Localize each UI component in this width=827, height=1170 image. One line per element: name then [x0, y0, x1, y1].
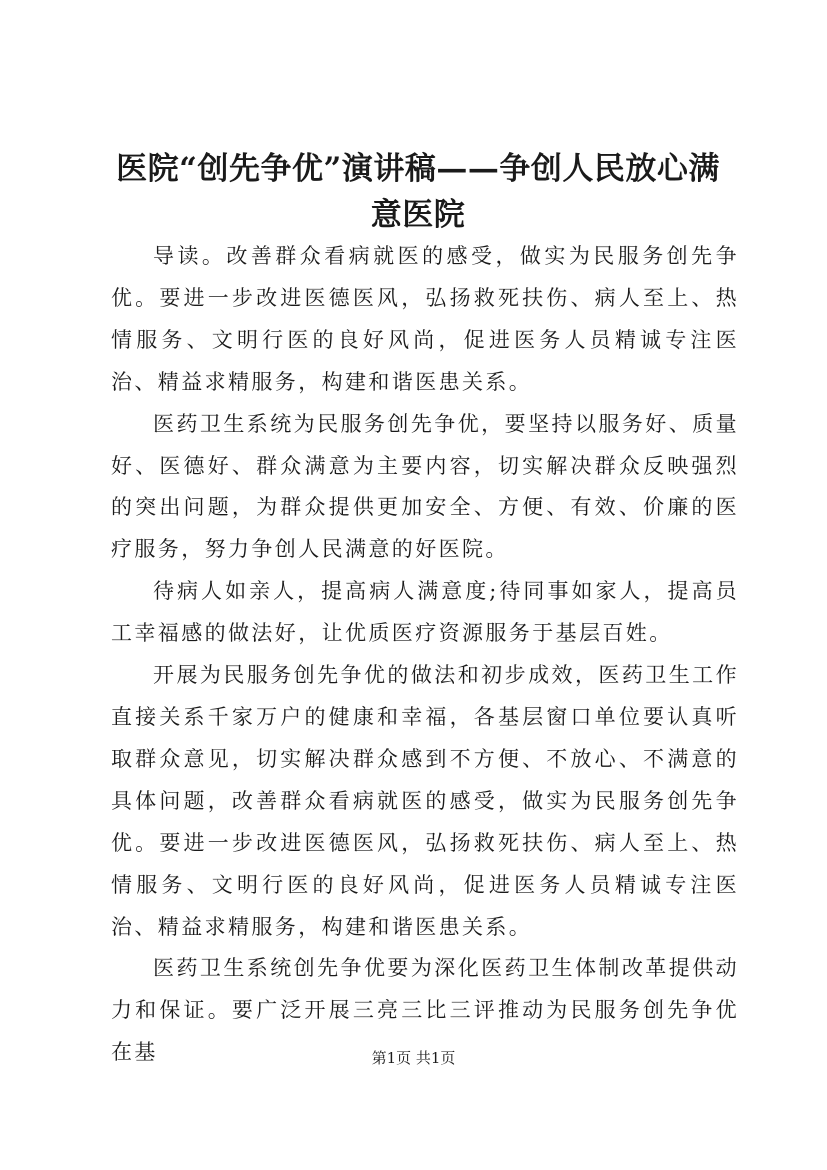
paragraph-service-goals: 医药卫生系统为民服务创先争优，要坚持以服务好、质量好、医德好、群众满意为主要内容，切实解决群众反映强烈的突出问题，为群众提供更加安全、方便、有效、价廉的医疗服务，努力争创人民满意的好医院。: [111, 411, 739, 562]
page-number-footer: 第1页 共1页: [371, 1049, 456, 1067]
paragraph-patients-as-family: 待病人如亲人，提高病人满意度;待同事如家人，提高员工幸福感的做法好，让优质医疗资源服务于基层百姓。: [111, 579, 739, 646]
paragraph-reform-support: 医药卫生系统创先争优要为深化医药卫生体制改革提供动力和保证。要广泛开展三亮三比三评推动为民服务创先争优在基: [111, 956, 739, 1065]
document-title: 医院“创先争优”演讲稿——争创人民放心满意医院: [116, 151, 720, 233]
paragraph-practices-results: 开展为民服务创先争优的做法和初步成效，医药卫生工作直接关系千家万户的健康和幸福，各基层窗口单位要认真听取群众意见，切实解决群众感到不方便、不放心、不满意的具体问题，改善群众看病就医的感受，做实为民服务创先争优。要进一步改进医德医风，弘扬救死扶伤、病人至上、热情服务、文明行医的良好风尚，促进医务人员精诚专注医治、精益求精服务，构建和谐医患关系。: [111, 663, 739, 939]
document-body: [111, 236, 739, 1074]
paragraph-intro: 导读。改善群众看病就医的感受，做实为民服务创先争优。要进一步改进医德医风，弘扬救死扶伤、病人至上、热情服务、文明行医的良好风尚，促进医务人员精诚专注医治、精益求精服务，构建和谐医患关系。: [111, 244, 739, 394]
